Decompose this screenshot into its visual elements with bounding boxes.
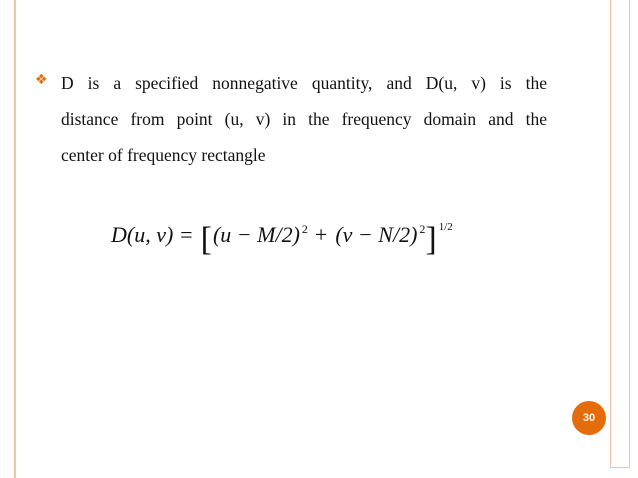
distance-equation bbox=[110, 221, 453, 258]
paragraph-line-1: D is a specified nonnegative quantity, and D(u, v) is the bbox=[61, 73, 547, 93]
equation-term-1: (u − M/2) bbox=[212, 222, 300, 247]
equation-exponent-2: 2 bbox=[419, 222, 426, 236]
equation-open-bracket: [ bbox=[200, 221, 212, 258]
equation-power: 1/2 bbox=[438, 221, 453, 233]
equation-term-2: (v − N/2) bbox=[335, 222, 418, 247]
paragraph-line-2: distance from point (u, v) in the frequency domain and the bbox=[61, 109, 547, 129]
paragraph-line-3: center of frequency rectangle bbox=[61, 145, 266, 165]
equation-lhs: D(u, v) = bbox=[111, 222, 194, 247]
equation-plus: + bbox=[314, 222, 328, 247]
page-number-badge bbox=[572, 401, 606, 435]
bullet-mark-icon: ❖ bbox=[35, 72, 48, 88]
page-number: 30 bbox=[582, 412, 596, 424]
right-frame bbox=[610, 0, 630, 468]
left-accent-line bbox=[14, 0, 16, 478]
equation-exponent-1: 2 bbox=[301, 222, 308, 236]
bullet-paragraph bbox=[61, 65, 547, 173]
equation-close-bracket: ] bbox=[425, 221, 437, 258]
